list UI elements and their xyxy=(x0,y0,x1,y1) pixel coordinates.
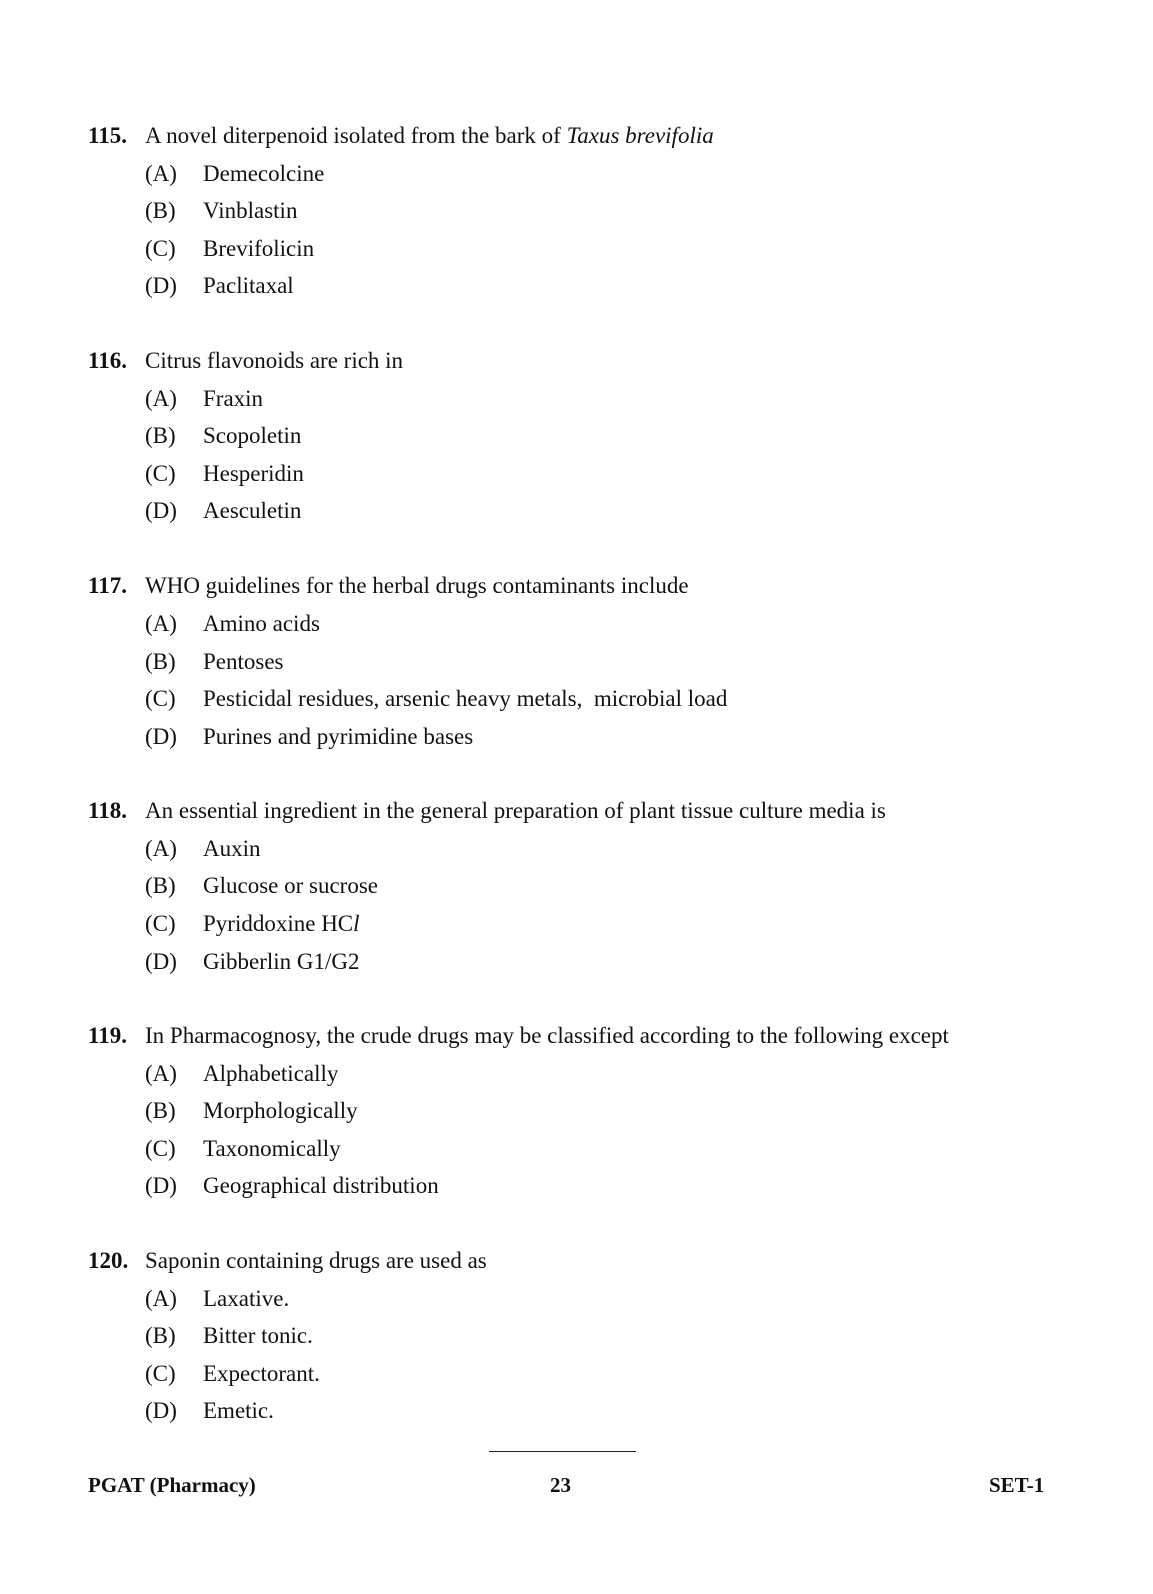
option-a xyxy=(145,384,263,414)
option-letter: (A) xyxy=(145,161,177,186)
option-letter: (A) xyxy=(145,1061,177,1086)
option-letter: (B) xyxy=(145,423,176,448)
option-text: Taxonomically xyxy=(203,1136,341,1161)
option-b xyxy=(145,647,284,677)
option-letter: (A) xyxy=(145,611,177,636)
option-text: Bitter tonic. xyxy=(203,1323,313,1348)
question-text: Saponin containing drugs are used as xyxy=(145,1248,487,1273)
option-text: Alphabetically xyxy=(203,1061,339,1086)
option-text: Hesperidin xyxy=(203,461,304,486)
option-d xyxy=(145,722,473,752)
option-d xyxy=(145,271,294,301)
option-c xyxy=(145,459,304,489)
option-letter: (C) xyxy=(145,236,176,261)
option-text: Emetic. xyxy=(203,1398,274,1423)
option-letter: (A) xyxy=(145,836,177,861)
question-number: 115. xyxy=(88,123,127,148)
option-letter: (D) xyxy=(145,949,177,974)
option-text: Pentoses xyxy=(203,649,284,674)
question-stem xyxy=(88,1021,949,1051)
option-c xyxy=(145,1134,341,1164)
option-b xyxy=(145,196,297,226)
option-text: Aesculetin xyxy=(203,498,302,523)
option-text: Pesticidal residues, arsenic heavy metals, microbial load xyxy=(203,686,728,711)
question-stem xyxy=(88,571,689,601)
option-a xyxy=(145,1284,289,1314)
end-separator-line xyxy=(489,1451,636,1452)
option-text: Morphologically xyxy=(203,1098,358,1123)
option-letter: (D) xyxy=(145,1398,177,1423)
option-text: Expectorant. xyxy=(203,1361,320,1386)
question-number: 116. xyxy=(88,348,127,373)
option-letter: (D) xyxy=(145,273,177,298)
option-d xyxy=(145,496,301,526)
option-b xyxy=(145,1096,358,1126)
question-number: 117. xyxy=(88,573,127,598)
option-b xyxy=(145,871,378,901)
option-a xyxy=(145,159,324,189)
question-text: WHO guidelines for the herbal drugs contaminants include xyxy=(145,573,689,598)
option-letter: (C) xyxy=(145,686,176,711)
option-d xyxy=(145,1171,439,1201)
option-letter: (C) xyxy=(145,911,176,936)
option-c xyxy=(145,684,727,714)
question-stem xyxy=(88,121,714,151)
option-letter: (D) xyxy=(145,724,177,749)
option-text: Vinblastin xyxy=(203,198,298,223)
question-number: 118. xyxy=(88,798,127,823)
question-text: An essential ingredient in the general preparation of plant tissue culture media is xyxy=(145,798,886,823)
option-d xyxy=(145,947,360,977)
question-text: Citrus flavonoids are rich in xyxy=(145,348,404,373)
option-text: Amino acids xyxy=(203,611,320,636)
option-letter: (D) xyxy=(145,1173,177,1198)
option-letter: (B) xyxy=(145,198,176,223)
question-text: In Pharmacognosy, the crude drugs may be classified according to the following except xyxy=(145,1023,949,1048)
option-letter: (C) xyxy=(145,1361,176,1386)
option-letter: (C) xyxy=(145,461,176,486)
option-a xyxy=(145,609,320,639)
option-d xyxy=(145,1396,274,1426)
option-c xyxy=(145,909,360,939)
option-text: Auxin xyxy=(203,836,261,861)
option-text: Purines and pyrimidine bases xyxy=(203,724,474,749)
question-text: A novel diterpenoid isolated from the bark of xyxy=(145,123,567,148)
question-number: 119. xyxy=(88,1023,127,1048)
option-letter: (A) xyxy=(145,386,177,411)
option-letter: (B) xyxy=(145,1098,176,1123)
option-text: Scopoletin xyxy=(203,423,302,448)
question-stem xyxy=(88,346,403,376)
option-c xyxy=(145,1359,320,1389)
option-text: Glucose or sucrose xyxy=(203,873,379,898)
question-stem xyxy=(88,796,886,826)
footer-right: SET-1 xyxy=(989,1473,1045,1497)
question-text-italic: Taxus brevifolia xyxy=(566,123,714,148)
option-letter: (C) xyxy=(145,1136,176,1161)
option-a xyxy=(145,1059,338,1089)
option-b xyxy=(145,1321,313,1351)
option-b xyxy=(145,421,301,451)
option-text: Fraxin xyxy=(203,386,264,411)
option-letter: (D) xyxy=(145,498,177,523)
page-number: 23 xyxy=(550,1473,571,1497)
option-text: Gibberlin G1/G2 xyxy=(203,949,360,974)
footer-left: PGAT (Pharmacy) xyxy=(88,1473,256,1497)
option-c xyxy=(145,234,314,264)
option-text: Laxative. xyxy=(203,1286,290,1311)
question-stem xyxy=(88,1246,487,1276)
question-number: 120. xyxy=(88,1248,129,1273)
option-letter: (B) xyxy=(145,649,176,674)
option-text: Brevifolicin xyxy=(203,236,315,261)
option-text: Demecolcine xyxy=(203,161,325,186)
option-text: Pyriddoxine HC xyxy=(203,911,354,936)
option-text: Paclitaxal xyxy=(203,273,294,298)
option-text-italic: l xyxy=(353,911,360,936)
option-letter: (A) xyxy=(145,1286,177,1311)
option-letter: (B) xyxy=(145,1323,176,1348)
option-a xyxy=(145,834,261,864)
option-text: Geographical distribution xyxy=(203,1173,439,1198)
option-letter: (B) xyxy=(145,873,176,898)
